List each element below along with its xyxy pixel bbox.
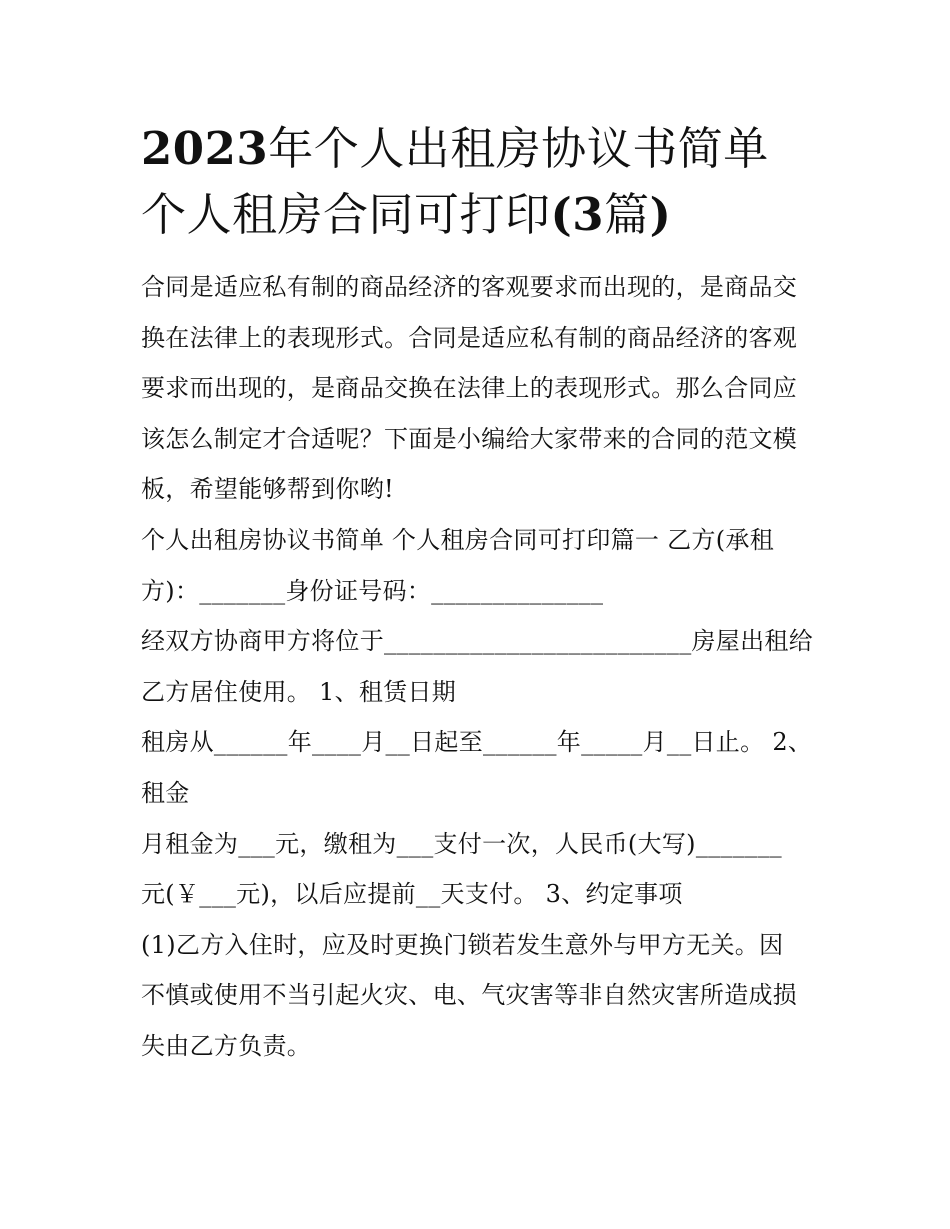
body-line: 合同是适应私有制的商品经济的客观要求而出现的，是商品交 <box>141 273 798 301</box>
title-line-2 <box>141 182 813 248</box>
body-line: 个人出租房协议书简单 个人租房合同可打印篇一 乙方(承租 <box>141 525 775 554</box>
body-line: 换在法律上的表现形式。合同是适应私有制的商品经济的客观 <box>141 323 798 352</box>
body-line: 不慎或使用不当引起火灾、电、气灾害等非自然灾害所造成损 <box>141 981 798 1010</box>
body-line: (1)乙方入住时，应及时更换门锁若发生意外与甲方无关。因 <box>141 930 784 959</box>
body-line: 该怎么制定才合适呢？下面是小编给大家带来的合同的范文模 <box>141 424 798 453</box>
document-body <box>141 262 813 1072</box>
body-line: 乙方居住使用。 1、租赁日期 <box>141 677 457 706</box>
title-count-unit: 篇 <box>604 188 650 241</box>
title-close-paren: ) <box>649 188 672 241</box>
title-text-2: 个人租房合同可打印 <box>141 188 551 241</box>
title-count: (3 <box>550 188 605 241</box>
body-line: 失由乙方负责。 <box>141 1031 312 1060</box>
body-line: 板，希望能够帮到你哟! <box>141 475 394 504</box>
title-text-1: 年个人出租房协议书简单 <box>268 122 769 175</box>
body-line: 租金 <box>141 778 190 807</box>
body-line: 元(￥___元)，以后应提前__天支付。 3、约定事项 <box>141 880 683 909</box>
body-line: 租房从______年____月__日起至______年_____月__日止。 2、 <box>141 728 813 757</box>
body-line: 要求而出现的，是商品交换在法律上的表现形式。那么合同应 <box>141 374 798 403</box>
document-content <box>141 116 813 1072</box>
title-year: 2023 <box>141 122 269 175</box>
body-line: 经双方协商甲方将位于_________________________房屋出租给 <box>141 627 813 656</box>
title-line-1 <box>141 116 813 182</box>
body-line: 方)：_______身份证号码：______________ <box>141 576 604 605</box>
body-line: 月租金为___元，缴租为___支付一次，人民币(大写)_______ <box>141 829 782 858</box>
document-title <box>141 116 813 248</box>
